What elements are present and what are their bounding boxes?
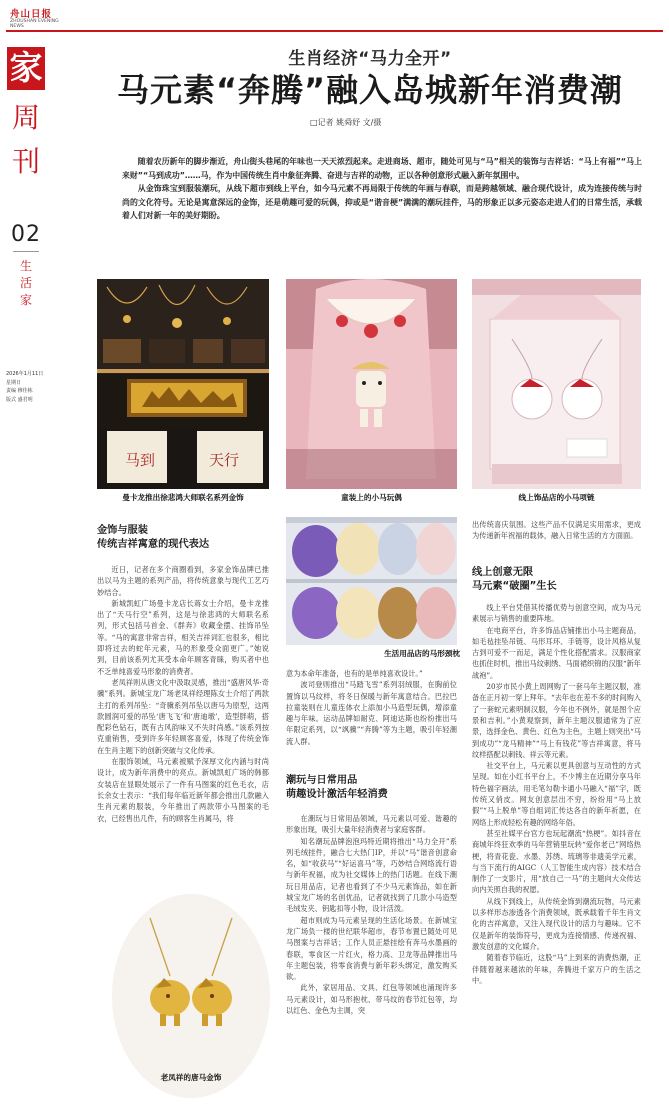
section-3-title-line-1: 线上创意无限	[472, 567, 534, 578]
s3-paragraph-5: 甚至社媒平台官方也玩起潮流“热梗”。如抖音在商城年终狂欢季的马年营销里玩转“爱你老己”网络热梗，将青花瓷、水墨、苏绣、琉璃等非遗美学元素，与当下流行的AIGC（人工智能生成内容）技术结合制作了一支影片，用“放自己一马”的主题向大众传达向内关照自我的祝愿。	[472, 828, 641, 895]
seal-text-left: 马到	[125, 451, 156, 469]
issue-editor: 责编 穆佳栋	[6, 388, 33, 394]
article-kicker: 生肖经济“马力全开”	[288, 49, 452, 69]
column-char-zhou: 周	[11, 101, 40, 134]
photo-pony-necklace	[472, 279, 641, 489]
gold-jewelry-illustration	[97, 279, 269, 489]
section-2-header	[286, 774, 457, 801]
page-number: 02	[11, 222, 41, 247]
section-1-header	[97, 524, 269, 551]
masthead-rule	[6, 30, 663, 32]
section-char-huo: 活	[19, 276, 32, 290]
caption-gold-jewelry: 曼卡龙推出徐悲鸿大师联名系列金饰	[122, 493, 244, 502]
s3-paragraph-1: 线上平台凭借其传播优势与创意空间，成为马元素展示与销售的重要阵地。	[472, 603, 641, 624]
issue-weekday: 星期日	[6, 379, 22, 386]
s2-paragraph-1: 在潮玩与日常用品领域，马元素以可爱、谐趣的形象出现，吸引大量年轻消费者与家庭客群。	[286, 814, 457, 835]
s1-paragraph-4: 在服饰领域，马元素被赋予深厚文化内涵与时尚设计，成为新年消费中的亮点。新城凯虹广场的韩都女装店在显眼处展示了一件有马图案的红色毛衣，店长余女士表示：“我们每年临近新年都会推出几款融入生肖元素的服装，今年推出了两款带小马图案的毛衣，已经售出几件，有的顾客生肖属马，将	[97, 757, 269, 823]
section-2-title-line-2: 萌趣设计激活年轻消费	[286, 788, 388, 800]
column-2-body	[286, 813, 457, 1107]
masthead-logo: 舟山日报	[10, 9, 53, 20]
caption-horse-neck-pillow: 生活用品店的马形颈枕	[384, 649, 460, 658]
s3-paragraph-2: 在电商平台，许多饰品店铺推出小马主题商品，如毛毡挂坠吊链、马形耳环、手链等，设计风格从复古到可爱不一而足，满足个性化搭配需求。汉服商家也抓住时机，推出马纹刺绣、马面裙织锦的汉服“新年战袍”。	[472, 625, 641, 680]
issue-date: 2026年1月11日	[6, 371, 44, 377]
lede-block	[122, 155, 642, 223]
lede-paragraph-1: 随着农历新年的脚步渐近，舟山街头巷尾的年味也一天天浓烈起来。走进商场、超市，随处可见与“马”相关的装饰与吉祥话：“马上有福”“马上来财”“马到成功”……马，作为中国传统生肖中象征奔腾、奋进与吉祥的动物，正以各种创意形式融入新年氛围中。	[122, 157, 642, 180]
tang-horse-illustration	[112, 894, 270, 1098]
s1-paragraph-1: 近日，记者在多个商圈看到，多家金饰品牌已推出以马为主题的系列产品，将传统意象与现代工艺巧妙结合。	[97, 565, 269, 597]
article-byline: □记者 姚舜妤 文/摄	[310, 118, 382, 127]
s2-paragraph-2: 知名潮玩品牌泡泡玛特近期将推出“马力全开”系列毛绒挂件，融合七大热门IP，并以“马”谐音创意命名，如“收获马”“好运喜马”等，巧妙结合网络流行语与新年祝福，成为社交媒体上的热门话题。在线下潮玩日用品店，记者也看到了不少马元素饰品，如在新城宝龙广场的名创优品，记者就找到了几款小马造型毛绒发夹、钥匙扣等小物，设计活泼。	[286, 836, 457, 914]
s2-paragraph-5: 出传统喜庆氛围。这些产品不仅满足实用需求，更成为传递新年祝福的载体，融入日常生活的方方面面。	[472, 520, 641, 541]
masthead-subtitle: ZHOUSHAN EVENING NEWS	[10, 19, 59, 30]
section-3-header	[472, 566, 641, 593]
section-1-title-line-2: 传统吉祥寓意的现代表达	[97, 538, 210, 550]
issue-layout: 版式 盛君明	[6, 396, 33, 403]
photo-tang-horse-gold	[112, 894, 270, 1098]
issue-meta	[6, 370, 56, 404]
section-3-title-line-2: 马元素“破圈”生长	[472, 580, 557, 592]
section-2-title-line-1: 潮玩与日常用品	[286, 775, 358, 786]
section-1-title-line-1: 金饰与服装	[97, 525, 148, 536]
column-char-jia: 家	[9, 48, 43, 87]
lede-paragraph-2: 从金饰珠宝到服装潮玩，从线下超市到线上平台，如今马元素不再局限于传统的年画与春联，而是跨越领域、融合现代设计，成为连接传统与时尚的文化符号。无论是寓意深远的金饰，还是萌趣可爱的玩偶，抑或是“谐音梗”满满的潮玩挂件，马的形象正以多元姿态走进人们的日常生活，承载着人们对新一年的美好期盼。	[122, 184, 642, 221]
photo-horse-neck-pillow	[286, 517, 457, 645]
photo-kids-clothing	[286, 279, 457, 489]
caption-kids-clothing: 童装上的小马玩偶	[341, 493, 402, 502]
column-3-body-top	[472, 519, 641, 542]
column-tag	[7, 47, 45, 90]
s1-paragraph-6: 波司登则推出“马踏飞雪”系列羽绒服，在胸前位置饰以马纹样，将冬日保暖与新年寓意结合。巴拉巴拉童装则在儿童连体衣上添加小马造型玩偶，增添童趣与年味。运动品牌如耐克、阿迪达斯也纷纷推出马年限定系列，以“飒骥”“奔腾”等为主题，吸引年轻潮流人群。	[286, 680, 457, 746]
caption-tang-horse-gold: 老凤祥的唐马金饰	[160, 1073, 222, 1082]
s3-paragraph-3: 20岁市民小黄上周网购了一套马年主题汉服，准备在正月初一穿上拜年。“去年也在差不多的时间购入了一套蛇元素明制汉服，今年也不例外，就是图个应景和吉利。”小黄观察到，新年主题汉服通常为了应景，选择金色、黄色、红色为主色，主题上则突出“马到成功”“龙马精神”“马上有钱花”等吉祥寓意，将马纹样搭配以刺钱、祥云等元素。	[472, 682, 641, 759]
s1-paragraph-2: 新城凯虹广场曼卡龙店长蒋女士介绍，曼卡龙推出了“天马行空”系列，这是与徐悲鸿的大师联名系列，形式包括马首金、《群奔》收藏金摆、挂饰吊坠等。“马的寓意非常吉祥，相关吉祥词汇也很多，相比即将过去的蛇年元素，马的形象受众面更广。”她说到，目前该系列尤其受本命年顾客青睐，购买者中也不乏单纯喜爱马形象的消费者。	[97, 598, 269, 676]
caption-pony-necklace: 线上饰品店的小马项链	[518, 493, 595, 502]
masthead	[8, 6, 68, 30]
neck-pillow-illustration	[286, 517, 457, 645]
column-3-body	[472, 602, 641, 1106]
column-char-kan: 刊	[11, 145, 40, 178]
column-2-body-top	[286, 668, 457, 747]
article-title: 马元素“奔腾”融入岛城新年消费潮	[116, 71, 624, 109]
pony-necklace-illustration	[472, 279, 641, 489]
section-char-jia: 家	[19, 293, 32, 307]
s2-paragraph-3: 超市则成为马元素呈现的生活化场景。在新城宝龙广场负一楼的世纪联华超市，春节布置已随处可见马图案与吉祥话；工作人员正悬挂绘有奔马水墨画的春联，零食区一片红火，格力高、卫龙等品牌推出马年主题包装，将零食消费与新年彩头绑定，激发购买欲。	[286, 915, 457, 982]
photo-gold-jewelry	[97, 279, 269, 489]
seal-text-right: 天行	[209, 451, 240, 469]
kids-clothing-illustration	[286, 279, 457, 489]
s3-paragraph-6: 从线下到线上，从传统金饰到潮流玩物，马元素以多样形态渗透各个消费领域，既承载着千年生肖文化的吉祥寓意，又注入现代设计的活力与趣味。它不仅是新年的装饰符号，更成为连接情感、传递祝福、激发创意的文化媒介。	[472, 896, 641, 951]
s3-paragraph-7: 随着春节临近，这股“马”上到来的消费热潮，正伴随着越来越浓的年味，奔腾进千家万户的生活之中。	[472, 953, 641, 985]
s1-paragraph-5: 意为本命年准备，也有的是单纯喜欢设计。”	[286, 669, 423, 678]
s1-paragraph-3: 老凤祥则从唐文化中汲取灵感，推出“盛唐风华·奇骥”系列。新城宝龙广场老凤祥经理陈女士介绍了两款主打的系列吊坠：“奇骥系列吊坠以唐马为原型，这两款圆润可爱的吊坠‘唐飞飞’和‘唐迪墩’，造型胖萌，搭配彩色钻石，既有古风韵味又不失时尚感。”该系列按克重销售，受到许多年轻顾客喜爱，体现了传统金饰在生肖主题下的创新突破与文化传承。	[97, 677, 269, 755]
page-number-rule	[13, 251, 39, 252]
s2-paragraph-4: 此外，家居用品、文具、红包等领域也涌现许多马元素设计，如马形抱枕、带马纹的春节红包等，均以红色、金色为主调，突	[286, 983, 457, 1016]
column-1-body	[97, 564, 269, 888]
section-char-sheng: 生	[19, 259, 32, 273]
s3-paragraph-4: 社交平台上，马元素以更具创意与互动性的方式呈现。如在小红书平台上，不少博主在近期分享马年特色福字画法，用毛笔勾勒卡通小马融入“福”字，既传统又俏皮。网友创意层出不穷，纷纷用“马上放假”“马上脱单”等自组词汇传达各自的新年祈愿，在网络上形成轻松有趣的网络年俗。	[472, 761, 641, 827]
